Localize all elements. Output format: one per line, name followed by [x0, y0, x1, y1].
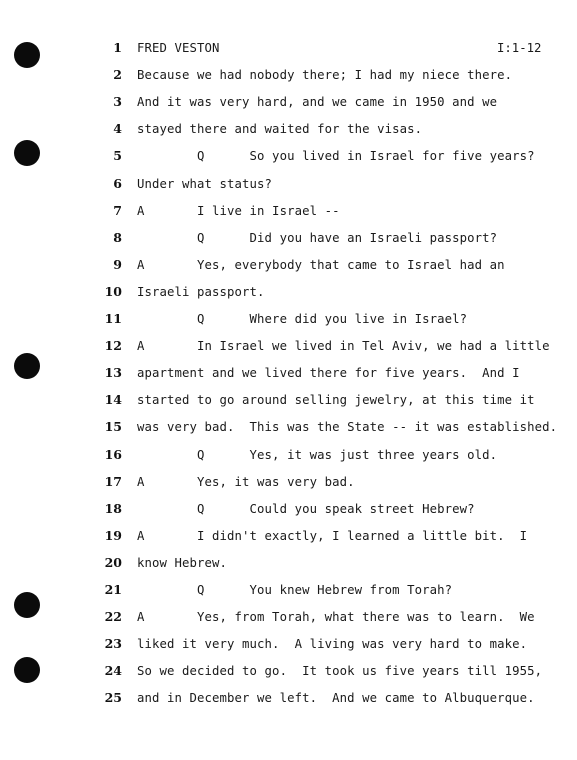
- line-number: 8: [113, 229, 122, 245]
- line-number: 22: [104, 609, 122, 625]
- transcript-line: [0, 363, 577, 387]
- transcript-line: [0, 65, 577, 89]
- line-number: 14: [104, 392, 122, 408]
- transcript-line: [0, 201, 577, 225]
- line-number: 2: [113, 67, 122, 83]
- line-text: A In Israel we lived in Tel Aviv, we had a little: [137, 339, 550, 354]
- line-text: stayed there and waited for the visas.: [137, 122, 423, 137]
- transcript-line: [0, 282, 577, 306]
- transcript-line: [0, 390, 577, 414]
- line-text: was very bad. This was the State -- it was established.: [137, 420, 558, 435]
- line-text: Q Where did you live in Israel?: [137, 312, 468, 326]
- line-text: FRED VESTON: [137, 41, 220, 55]
- line-text: Q Did you have an Israeli passport?: [137, 230, 498, 245]
- line-number: 11: [104, 311, 122, 326]
- line-text: A Yes, it was very bad.: [137, 474, 355, 489]
- transcript-line: [0, 472, 577, 496]
- transcript-line: [0, 580, 577, 604]
- line-text: Under what status?: [137, 176, 273, 191]
- transcript-line: [0, 336, 577, 360]
- line-text: A I didn't exactly, I learned a little bit. I: [137, 528, 528, 543]
- line-text: A Yes, everybody that came to Israel had an: [137, 257, 505, 272]
- transcript-line: [0, 417, 577, 441]
- line-number: 21: [104, 582, 122, 597]
- transcript-line: [0, 607, 577, 631]
- line-number: 1: [113, 40, 122, 55]
- line-text: started to go around selling jewelry, at this time it: [137, 393, 535, 408]
- line-number: 20: [104, 554, 122, 570]
- line-number: 17: [104, 473, 122, 489]
- transcript-line: [0, 228, 577, 252]
- transcript-line: [0, 146, 577, 170]
- line-number: 6: [113, 175, 122, 191]
- transcript-line: [0, 553, 577, 577]
- line-number: 5: [113, 148, 122, 164]
- line-number: 12: [104, 338, 122, 354]
- transcript-line: [0, 499, 577, 523]
- transcript-line: [0, 38, 577, 62]
- transcript-line: [0, 445, 577, 469]
- transcript-line: [0, 174, 577, 198]
- transcript-line: [0, 309, 577, 333]
- transcript-line: [0, 92, 577, 116]
- line-text: know Hebrew.: [137, 555, 228, 570]
- line-number: 3: [113, 94, 122, 110]
- line-number: 24: [104, 663, 122, 679]
- line-number: 13: [104, 365, 122, 381]
- line-number: 4: [113, 121, 122, 137]
- line-text: A I live in Israel --: [137, 203, 340, 218]
- line-text: And it was very hard, and we came in 1950 and we: [137, 95, 498, 110]
- transcript-line: [0, 255, 577, 279]
- line-number: 16: [104, 446, 122, 462]
- transcript-line: [0, 688, 577, 712]
- line-number: 10: [104, 283, 122, 299]
- line-text: Q Yes, it was just three years old.: [137, 447, 498, 462]
- line-number: 9: [113, 256, 122, 272]
- line-text: So we decided to go. It took us five years till 1955,: [137, 664, 543, 679]
- transcript-line: [0, 119, 577, 143]
- line-text: A Yes, from Torah, what there was to learn. We: [137, 610, 535, 625]
- transcript-line: [0, 634, 577, 658]
- line-text: and in December we left. And we came to Albuquerque.: [137, 691, 535, 706]
- line-number: 23: [104, 636, 122, 652]
- transcript-line: [0, 661, 577, 685]
- line-text: liked it very much. A living was very hard to make.: [137, 637, 528, 652]
- line-text: Q So you lived in Israel for five years?: [137, 149, 535, 164]
- line-number: 15: [104, 419, 122, 435]
- line-text: Because we had nobody there; I had my niece there.: [137, 68, 513, 83]
- transcript-line: [0, 526, 577, 550]
- line-text: Q You knew Hebrew from Torah?: [137, 583, 453, 597]
- page-reference: I:1-12: [497, 41, 542, 55]
- line-text: Q Could you speak street Hebrew?: [137, 501, 475, 516]
- line-number: 7: [113, 202, 122, 218]
- line-number: 25: [104, 690, 122, 706]
- line-number: 18: [104, 500, 122, 516]
- line-text: Israeli passport.: [137, 284, 265, 299]
- line-text: apartment and we lived there for five years. And I: [137, 366, 520, 381]
- line-number: 19: [104, 527, 122, 543]
